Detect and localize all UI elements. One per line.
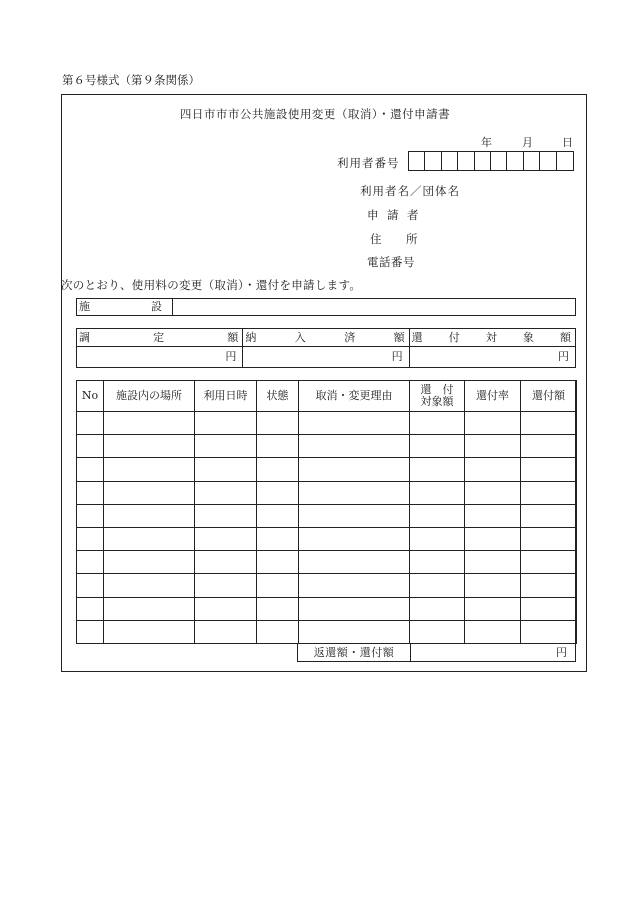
table-cell[interactable] xyxy=(77,620,104,643)
facility-label-2: 設 xyxy=(151,300,162,313)
table-row xyxy=(77,504,577,527)
user-number-box[interactable] xyxy=(458,152,474,170)
table-row xyxy=(77,412,577,435)
table-cell[interactable] xyxy=(257,435,299,458)
table-row xyxy=(77,620,577,643)
address-label-1: 住 xyxy=(370,232,382,246)
adjusted-amount-header xyxy=(77,329,242,347)
table-cell[interactable] xyxy=(257,481,299,504)
col-header-refund-amount: 還付額 xyxy=(521,381,577,412)
table-cell[interactable] xyxy=(257,574,299,597)
table-cell[interactable] xyxy=(104,481,195,504)
applicant-label-3: 者 xyxy=(407,208,419,222)
table-cell[interactable] xyxy=(195,551,257,574)
refund-target-amount-header xyxy=(410,329,575,347)
table-row xyxy=(77,481,577,504)
table-cell[interactable] xyxy=(521,481,577,504)
table-cell[interactable] xyxy=(195,435,257,458)
table-cell[interactable] xyxy=(77,481,104,504)
adjusted-head-1: 調 xyxy=(79,331,90,344)
refund-target-head-5: 額 xyxy=(559,331,571,344)
address-label-2: 所 xyxy=(406,232,418,246)
table-cell[interactable] xyxy=(257,527,299,550)
refund-target-head-1: 還 xyxy=(411,331,423,344)
table-cell[interactable] xyxy=(521,597,577,620)
table-cell[interactable] xyxy=(299,412,410,435)
user-number-box[interactable] xyxy=(507,152,523,170)
table-cell[interactable] xyxy=(521,574,577,597)
table-cell[interactable] xyxy=(465,504,521,527)
paid-head-1: 納 xyxy=(245,331,257,344)
refund-target-amount-column xyxy=(410,329,575,367)
col-header-reason: 取消・変更理由 xyxy=(299,381,410,412)
facility-label xyxy=(77,299,173,315)
col-header-refund-target-line1: 還 付 xyxy=(420,383,454,396)
refund-target-amount-value[interactable] xyxy=(410,347,575,367)
table-cell[interactable] xyxy=(257,620,299,643)
date-month-label: 月 xyxy=(522,136,533,149)
paid-amount-value[interactable] xyxy=(243,347,408,367)
adjusted-amount-column xyxy=(77,329,243,367)
table-cell[interactable] xyxy=(77,435,104,458)
application-statement: 次のとおり、使用料の変更（取消）・還付を申請します。 xyxy=(61,278,362,292)
col-header-use-datetime: 利用日時 xyxy=(195,381,257,412)
user-number-boxes[interactable] xyxy=(408,151,574,171)
col-header-location: 施設内の場所 xyxy=(104,381,195,412)
facility-value[interactable] xyxy=(173,299,575,315)
usage-detail-table xyxy=(76,380,577,644)
table-cell[interactable] xyxy=(465,481,521,504)
table-cell[interactable] xyxy=(299,574,410,597)
table-cell[interactable] xyxy=(521,412,577,435)
facility-field[interactable] xyxy=(76,298,576,316)
applicant-label-2: 請 xyxy=(387,208,399,222)
table-cell[interactable] xyxy=(195,597,257,620)
user-number-label: 利用者番号 xyxy=(337,156,400,170)
table-cell[interactable] xyxy=(104,504,195,527)
user-number-box[interactable] xyxy=(524,152,540,170)
refund-target-head-4: 象 xyxy=(522,331,534,344)
adjusted-head-2: 定 xyxy=(153,331,165,344)
table-cell[interactable] xyxy=(410,574,465,597)
col-header-refund-rate: 還付率 xyxy=(465,381,521,412)
table-cell[interactable] xyxy=(257,551,299,574)
table-row xyxy=(77,551,577,574)
table-cell[interactable] xyxy=(257,597,299,620)
total-refund-row xyxy=(297,643,576,662)
table-cell[interactable] xyxy=(77,551,104,574)
yen-unit: 円 xyxy=(391,350,403,363)
table-row xyxy=(77,574,577,597)
table-cell[interactable] xyxy=(465,412,521,435)
table-cell[interactable] xyxy=(77,458,104,481)
table-cell[interactable] xyxy=(104,620,195,643)
table-header-row xyxy=(77,381,577,412)
date-day-label: 日 xyxy=(562,136,573,149)
paid-amount-header xyxy=(243,329,408,347)
user-number-box[interactable] xyxy=(491,152,507,170)
table-cell[interactable] xyxy=(77,574,104,597)
paid-head-3: 済 xyxy=(344,331,356,344)
user-number-box[interactable] xyxy=(425,152,441,170)
table-cell[interactable] xyxy=(299,435,410,458)
page-title: 四日市市市公共施設使用変更（取消）・還付申請書 xyxy=(179,107,451,121)
user-number-box[interactable] xyxy=(557,152,573,170)
col-header-status: 状態 xyxy=(257,381,299,412)
table-cell[interactable] xyxy=(465,458,521,481)
table-cell[interactable] xyxy=(195,458,257,481)
paid-head-4: 額 xyxy=(393,331,405,344)
table-cell[interactable] xyxy=(104,551,195,574)
table-cell[interactable] xyxy=(521,458,577,481)
table-cell[interactable] xyxy=(521,620,577,643)
table-cell[interactable] xyxy=(257,412,299,435)
table-cell[interactable] xyxy=(465,527,521,550)
table-cell[interactable] xyxy=(195,574,257,597)
refund-target-head-3: 対 xyxy=(485,331,497,344)
table-cell[interactable] xyxy=(465,620,521,643)
total-refund-label: 返還額・還付額 xyxy=(298,644,411,661)
table-cell[interactable] xyxy=(299,597,410,620)
table-cell[interactable] xyxy=(299,481,410,504)
table-cell[interactable] xyxy=(195,620,257,643)
table-cell[interactable] xyxy=(299,504,410,527)
table-cell[interactable] xyxy=(410,597,465,620)
table-row xyxy=(77,527,577,550)
table-cell[interactable] xyxy=(195,504,257,527)
user-number-box[interactable] xyxy=(442,152,458,170)
table-cell[interactable] xyxy=(257,458,299,481)
table-cell[interactable] xyxy=(299,527,410,550)
table-cell[interactable] xyxy=(195,481,257,504)
table-cell[interactable] xyxy=(104,574,195,597)
table-cell[interactable] xyxy=(257,504,299,527)
table-cell[interactable] xyxy=(104,412,195,435)
form-number-label: 第６号様式（第９条関係） xyxy=(62,73,200,87)
table-cell[interactable] xyxy=(299,620,410,643)
col-header-refund-target-line2: 対象額 xyxy=(420,395,454,408)
table-row xyxy=(77,435,577,458)
refund-target-head-2: 付 xyxy=(448,331,460,344)
table-cell[interactable] xyxy=(104,458,195,481)
amounts-table xyxy=(76,328,576,368)
yen-unit: 円 xyxy=(557,350,569,363)
table-cell[interactable] xyxy=(410,620,465,643)
table-cell[interactable] xyxy=(410,504,465,527)
user-number-box[interactable] xyxy=(540,152,556,170)
table-cell[interactable] xyxy=(465,435,521,458)
applicant-label-1: 申 xyxy=(367,208,379,222)
table-cell[interactable] xyxy=(521,527,577,550)
table-cell[interactable] xyxy=(521,435,577,458)
table-cell[interactable] xyxy=(410,481,465,504)
phone-label: 電話番号 xyxy=(367,255,415,269)
table-cell[interactable] xyxy=(104,527,195,550)
yen-unit: 円 xyxy=(225,350,237,363)
total-refund-value[interactable] xyxy=(411,644,575,661)
paid-head-2: 入 xyxy=(294,331,306,344)
table-cell[interactable] xyxy=(465,551,521,574)
adjusted-amount-value[interactable] xyxy=(77,347,242,367)
user-number-box[interactable] xyxy=(409,152,425,170)
table-cell[interactable] xyxy=(299,458,410,481)
date-year-label: 年 xyxy=(481,136,492,149)
table-cell[interactable] xyxy=(195,412,257,435)
table-cell[interactable] xyxy=(465,574,521,597)
table-cell[interactable] xyxy=(410,458,465,481)
user-number-box[interactable] xyxy=(475,152,491,170)
yen-unit: 円 xyxy=(556,646,567,659)
col-header-no: No xyxy=(77,381,104,412)
table-cell[interactable] xyxy=(410,527,465,550)
table-cell[interactable] xyxy=(521,504,577,527)
user-name-label: 利用者名／団体名 xyxy=(360,184,460,198)
table-cell[interactable] xyxy=(104,435,195,458)
table-cell[interactable] xyxy=(104,597,195,620)
table-row xyxy=(77,597,577,620)
table-cell[interactable] xyxy=(77,597,104,620)
adjusted-head-3: 額 xyxy=(227,331,239,344)
table-cell[interactable] xyxy=(77,412,104,435)
table-cell[interactable] xyxy=(299,551,410,574)
table-cell[interactable] xyxy=(410,551,465,574)
table-cell[interactable] xyxy=(410,412,465,435)
table-cell[interactable] xyxy=(77,527,104,550)
col-header-refund-target xyxy=(410,381,465,412)
table-cell[interactable] xyxy=(465,597,521,620)
table-cell[interactable] xyxy=(195,527,257,550)
table-cell[interactable] xyxy=(521,551,577,574)
table-cell[interactable] xyxy=(410,435,465,458)
paid-amount-column xyxy=(243,329,409,367)
facility-label-1: 施 xyxy=(79,300,90,313)
table-row xyxy=(77,458,577,481)
table-cell[interactable] xyxy=(77,504,104,527)
